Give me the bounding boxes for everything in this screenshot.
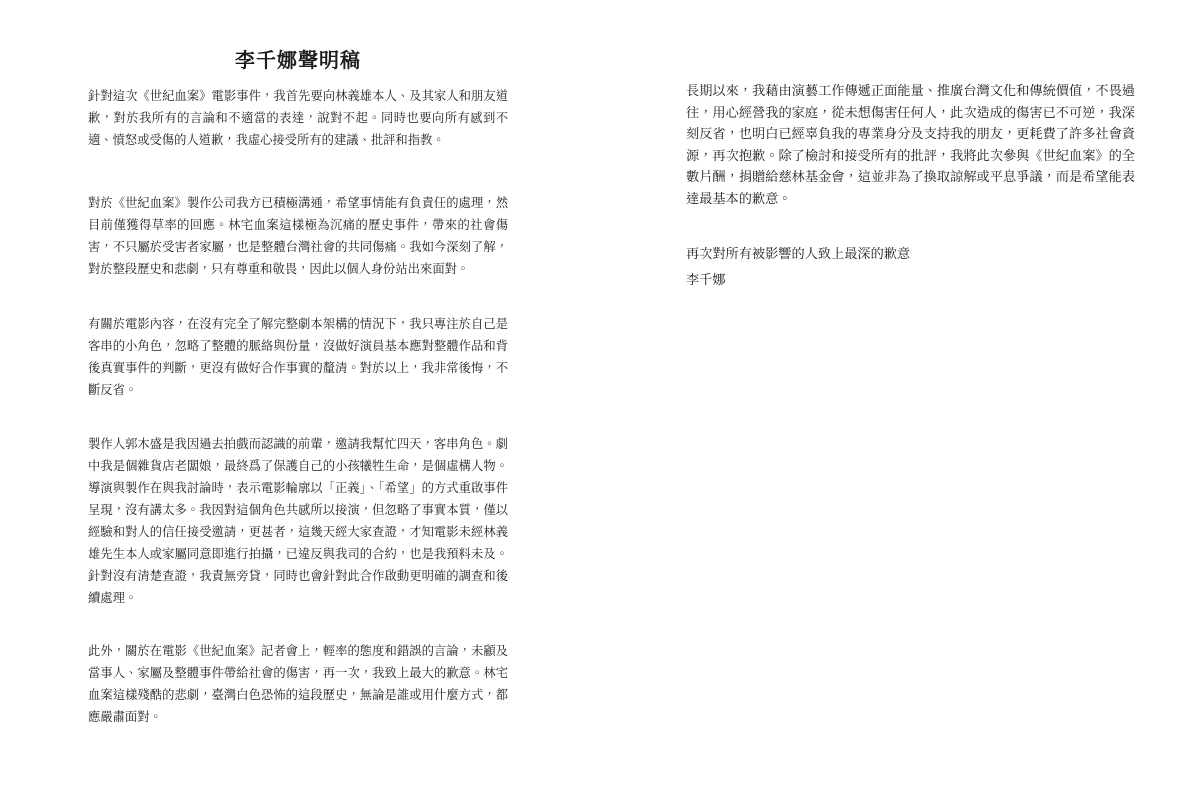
signature: 李千娜: [686, 272, 726, 287]
paragraph-press-conference: 此外，關於在電影《世紀血案》記者會上，輕率的態度和錯誤的言論，未顧及當事人、家屬及整體事件帶給社會的傷害，再一次，我致上最大的歉意。林宅血案這樣殘酷的悲劇，臺灣白色恐怖的這段歷史，無論是誰或用什麼方式，都應嚴肅面對。: [88, 644, 508, 724]
paragraph-production-company: 對於《世紀血案》製作公司我方已積極溝通，希望事情能有負責任的處理，然目前僅獲得草率的回應。林宅血案這樣極為沉痛的歷史事件，帶來的社會傷害，不只屬於受害者家屬，也是整體台灣社會的共同傷痛。我如今深刻了解，對於整段歷史和悲劇，只有尊重和敬畏，因此以個人身份站出來面對。: [88, 196, 508, 276]
statement-title: 李千娜聲明稿: [235, 50, 361, 72]
paragraph-film-content: 有關於電影內容，在沒有完全了解完整劇本架構的情況下，我只專注於自己是客串的小角色，忽略了整體的脈絡與份量，沒做好演員基本應對整體作品和背後真實事件的判斷，更沒有做好合作事實的釐清。對於以上，我非常後悔，不斷反省。: [88, 317, 508, 397]
closing-line: 再次對所有被影響的人致上最深的歉意: [686, 246, 911, 261]
paragraph-apology-to-lin-family: 針對這次《世紀血案》電影事件，我首先要向林義雄本人、及其家人和朋友道歉，對於我所有的言論和不適當的表達，說對不起。同時也要向所有感到不適、憤怒或受傷的人道歉，我虛心接受所有的建議、批評和指教。: [88, 89, 508, 147]
paragraph-producer-and-role: 製作人郭木盛是我因過去拍戲而認識的前輩，邀請我幫忙四天，客串角色。劇中我是個雜貨店老闆娘，最終爲了保護自己的小孩犧牲生命，是個虛構人物。導演與製作在與我討論時，表示電影輪廓以「正義」、「希望」的方式重啟事件呈現，沒有講太多。我因對這個角色共感所以接演，但忽略了事實本質，僅以經驗和對人的信任接受邀請，更甚者，這幾天經大家查證，才知電影未經林義雄先生本人或家屬同意即進行拍攝，已違反與我司的合約，也是我預料未及。針對沒有清楚查證，我責無旁貸，同時也會針對此合作啟動更明確的調查和後續處理。: [88, 437, 508, 605]
paragraph-reflection-and-donation: 長期以來，我藉由演藝工作傳遞正面能量、推廣台灣文化和傳統價值，不畏過往，用心經營我的家庭，從未想傷害任何人，此次造成的傷害已不可逆，我深刻反省，也明白已經辜負我的專業身分及支持我的朋友，更耗費了許多社會資源，再次抱歉。除了檢討和接受所有的批評，我將此次參與《世紀血案》的全數片酬，捐贈給慈林基金會，這並非為了換取諒解或平息爭議，而是希望能表達最基本的歉意。: [686, 83, 1135, 206]
